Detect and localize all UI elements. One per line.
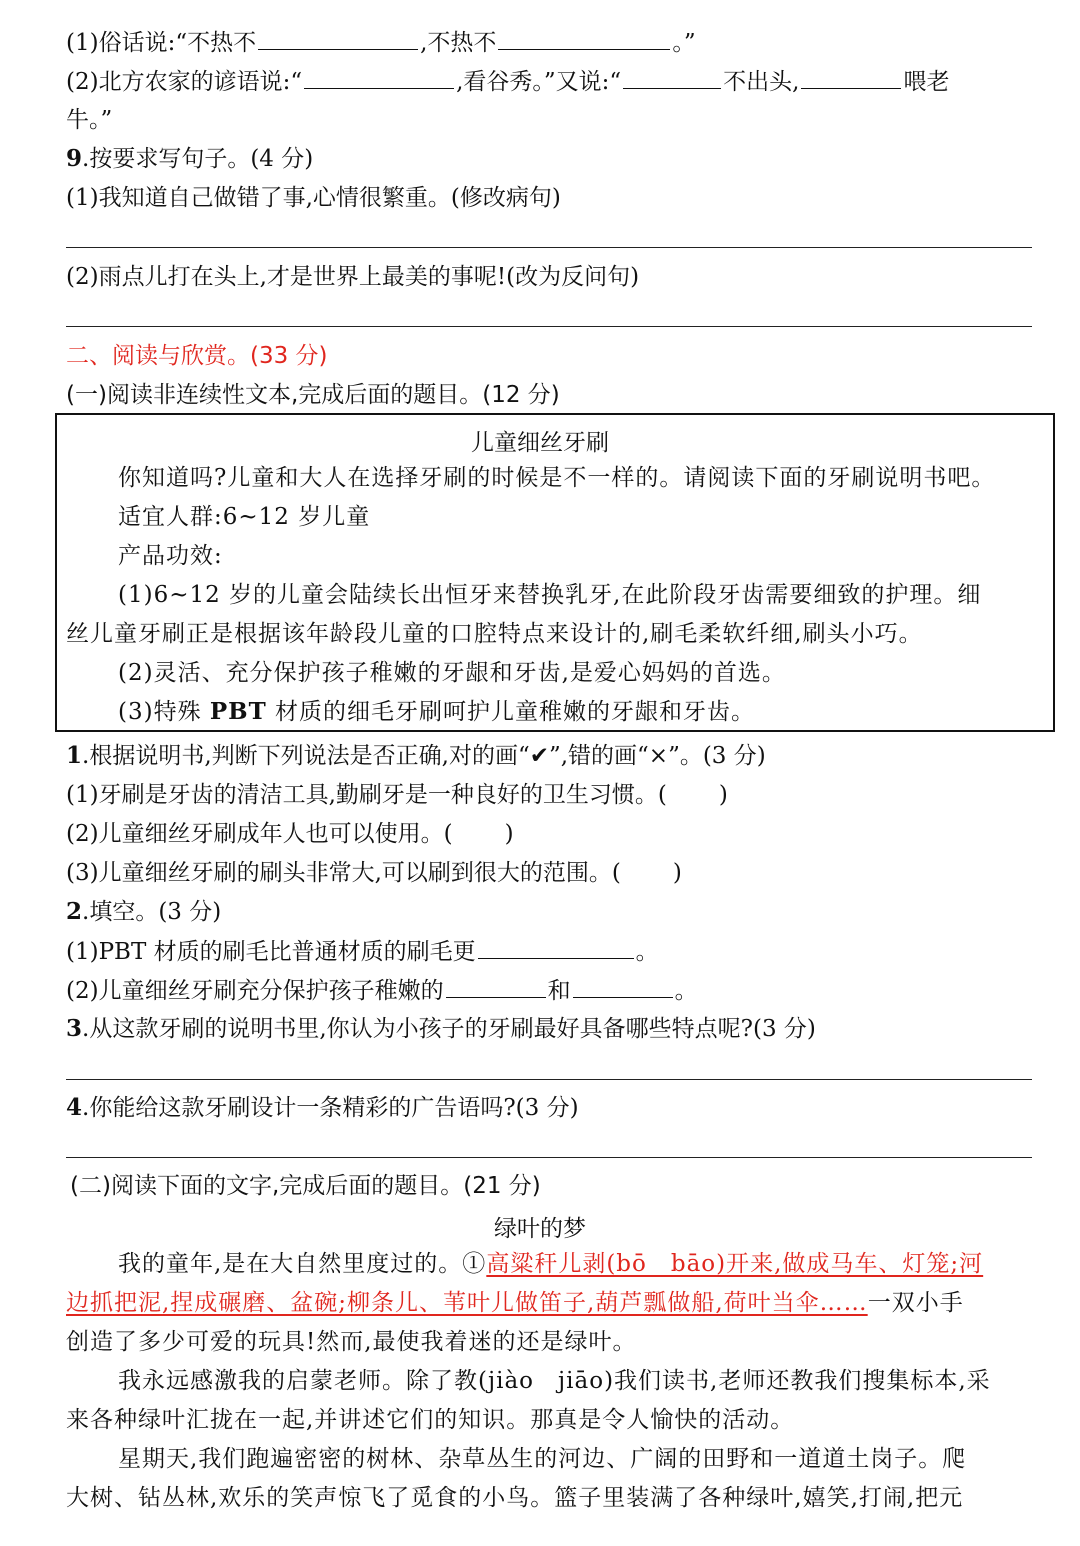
answer-blank[interactable] — [498, 27, 670, 50]
question-text: (2)儿童细丝牙刷充分保护孩子稚嫩的 — [66, 978, 444, 1004]
q9-sentence1: (1)我知道自己做错了事,心情很繁重。(修改病句) — [66, 185, 561, 211]
box-text: (3)特殊 — [118, 699, 210, 725]
answer-blank[interactable] — [623, 66, 721, 89]
box-paragraph: 适宜人群:6~12 岁儿童 — [118, 504, 371, 530]
q8-line1 — [66, 27, 696, 58]
answer-blank[interactable] — [801, 66, 901, 89]
question-number: 4 — [66, 1094, 83, 1121]
q1-item — [66, 819, 514, 849]
answer-line[interactable] — [66, 1079, 1032, 1080]
part1-title: (一)阅读非连续性文本,完成后面的题目。(12 分) — [66, 382, 560, 408]
box-paragraph: (2)灵活、充分保护孩子稚嫩的牙龈和牙齿,是爱心妈妈的首选。 — [118, 660, 786, 686]
q8-text: 不出头, — [723, 69, 800, 95]
answer-line[interactable] — [66, 1157, 1032, 1158]
q8-text: ,不热不 — [420, 30, 497, 56]
question-text: ) — [504, 821, 514, 847]
story-paragraph: 来各种绿叶汇拢在一起,并讲述它们的知识。那真是令人愉快的活动。 — [66, 1407, 795, 1433]
question-text: .根据说明书,判断下列说法是否正确,对的画“✔”,错的画“×”。(3 分) — [82, 743, 766, 769]
answer-line[interactable] — [66, 326, 1032, 327]
question-text: (1)牙刷是牙齿的清洁工具,勤刷牙是一种良好的卫生习惯。( — [66, 782, 667, 808]
question-text: (3)儿童细丝牙刷的刷头非常大,可以刷到很大的范围。( — [66, 860, 621, 886]
answer-blank[interactable] — [304, 66, 454, 89]
q2-item — [66, 975, 698, 1006]
box-text: PBT — [209, 698, 267, 725]
box-text: 材质的细毛牙刷呵护儿童稚嫩的牙龈和牙齿。 — [266, 699, 756, 725]
story-text: 我的童年,是在大自然里度过的。① — [118, 1251, 487, 1277]
q8-text: 喂老 — [903, 69, 950, 95]
story-paragraph: 创造了多少可爱的玩具!然而,最使我着迷的还是绿叶。 — [66, 1329, 637, 1355]
question-text: .从这款牙刷的说明书里,你认为小孩子的牙刷最好具备哪些特点呢?(3 分) — [82, 1016, 816, 1042]
question-text: 和 — [547, 978, 571, 1004]
q9-sentence2: (2)雨点儿打在头上,才是世界上最美的事呢!(改为反问句) — [66, 264, 640, 290]
story-paragraph: 我永远感激我的启蒙老师。除了教(jiào jiāo)我们读书,老师还教我们搜集标本,采 — [118, 1368, 991, 1394]
question-text: (2)儿童细丝牙刷成年人也可以使用。( — [66, 821, 453, 847]
question-text: ) — [718, 782, 728, 808]
q1-title — [66, 741, 766, 771]
underlined-sentence: 边抓把泥,捏成碾磨、盆碗;柳条儿、苇叶儿做笛子,葫芦瓢做船,荷叶当伞…… — [66, 1290, 868, 1316]
story-paragraph: 大树、钻丛林,欢乐的笑声惊飞了觅食的小鸟。篮子里装满了各种绿叶,嬉笑,打闹,把元 — [66, 1485, 964, 1511]
q1-item — [66, 858, 682, 888]
question-text: 。 — [635, 939, 659, 965]
answer-line[interactable] — [66, 247, 1032, 248]
story-paragraph: 星期天,我们跑遍密密的树林、杂草丛生的河边、广阔的田野和一道道土岗子。爬 — [118, 1446, 967, 1472]
question-text: 。 — [674, 978, 698, 1004]
q8-text: (1)俗话说:“不热不 — [66, 30, 257, 56]
q2-item — [66, 936, 659, 967]
box-paragraph: 你知道吗?儿童和大人在选择牙刷的时候是不一样的。请阅读下面的牙刷说明书吧。 — [118, 465, 996, 491]
question-text: .填空。(3 分) — [82, 899, 222, 925]
q8-text: ,看谷秀。”又说:“ — [456, 69, 622, 95]
question-text: ) — [672, 860, 682, 886]
answer-blank[interactable] — [258, 27, 418, 50]
q1-item — [66, 780, 728, 810]
question-number: 2 — [66, 898, 83, 925]
part2-title: (二)阅读下面的文字,完成后面的题目。(21 分) — [70, 1173, 541, 1199]
box-paragraph: 丝儿童牙刷正是根据该年龄段儿童的口腔特点来设计的,刷毛柔软纤细,刷头小巧。 — [66, 621, 923, 647]
question-number: 1 — [66, 742, 83, 769]
question-number: 9 — [66, 145, 83, 172]
q9-title — [66, 144, 313, 174]
q8-text: (2)北方农家的谚语说:“ — [66, 69, 303, 95]
story-title: 绿叶的梦 — [494, 1216, 586, 1242]
answer-blank[interactable] — [446, 975, 546, 998]
box-paragraph: 产品功效: — [118, 543, 223, 569]
question-number: 3 — [66, 1015, 83, 1042]
q8-line3: 牛。” — [66, 107, 113, 133]
answer-blank[interactable] — [478, 936, 634, 959]
underlined-sentence: 高粱秆儿剥(bō bāo)开来,做成马车、灯笼;河 — [486, 1251, 984, 1277]
story-paragraph — [66, 1288, 964, 1318]
q8-line2 — [66, 66, 949, 97]
question-text: .你能给这款牙刷设计一条精彩的广告语吗?(3 分) — [82, 1095, 579, 1121]
box-paragraph — [118, 697, 755, 727]
story-text: 一双小手 — [867, 1290, 964, 1316]
question-text: .按要求写句子。(4 分) — [82, 146, 314, 172]
story-paragraph — [118, 1249, 983, 1279]
q2-title — [66, 897, 221, 927]
q3-title — [66, 1014, 816, 1044]
answer-blank[interactable] — [573, 975, 673, 998]
section-title: 二、阅读与欣赏。(33 分) — [66, 343, 328, 369]
question-text: (1)PBT 材质的刷毛比普通材质的刷毛更 — [66, 939, 476, 965]
box-paragraph: (1)6~12 岁的儿童会陆续长出恒牙来替换乳牙,在此阶段牙齿需要细致的护理。细 — [118, 582, 982, 608]
box-title: 儿童细丝牙刷 — [471, 430, 609, 456]
q8-text: 。” — [672, 30, 696, 56]
q4-title — [66, 1093, 579, 1123]
